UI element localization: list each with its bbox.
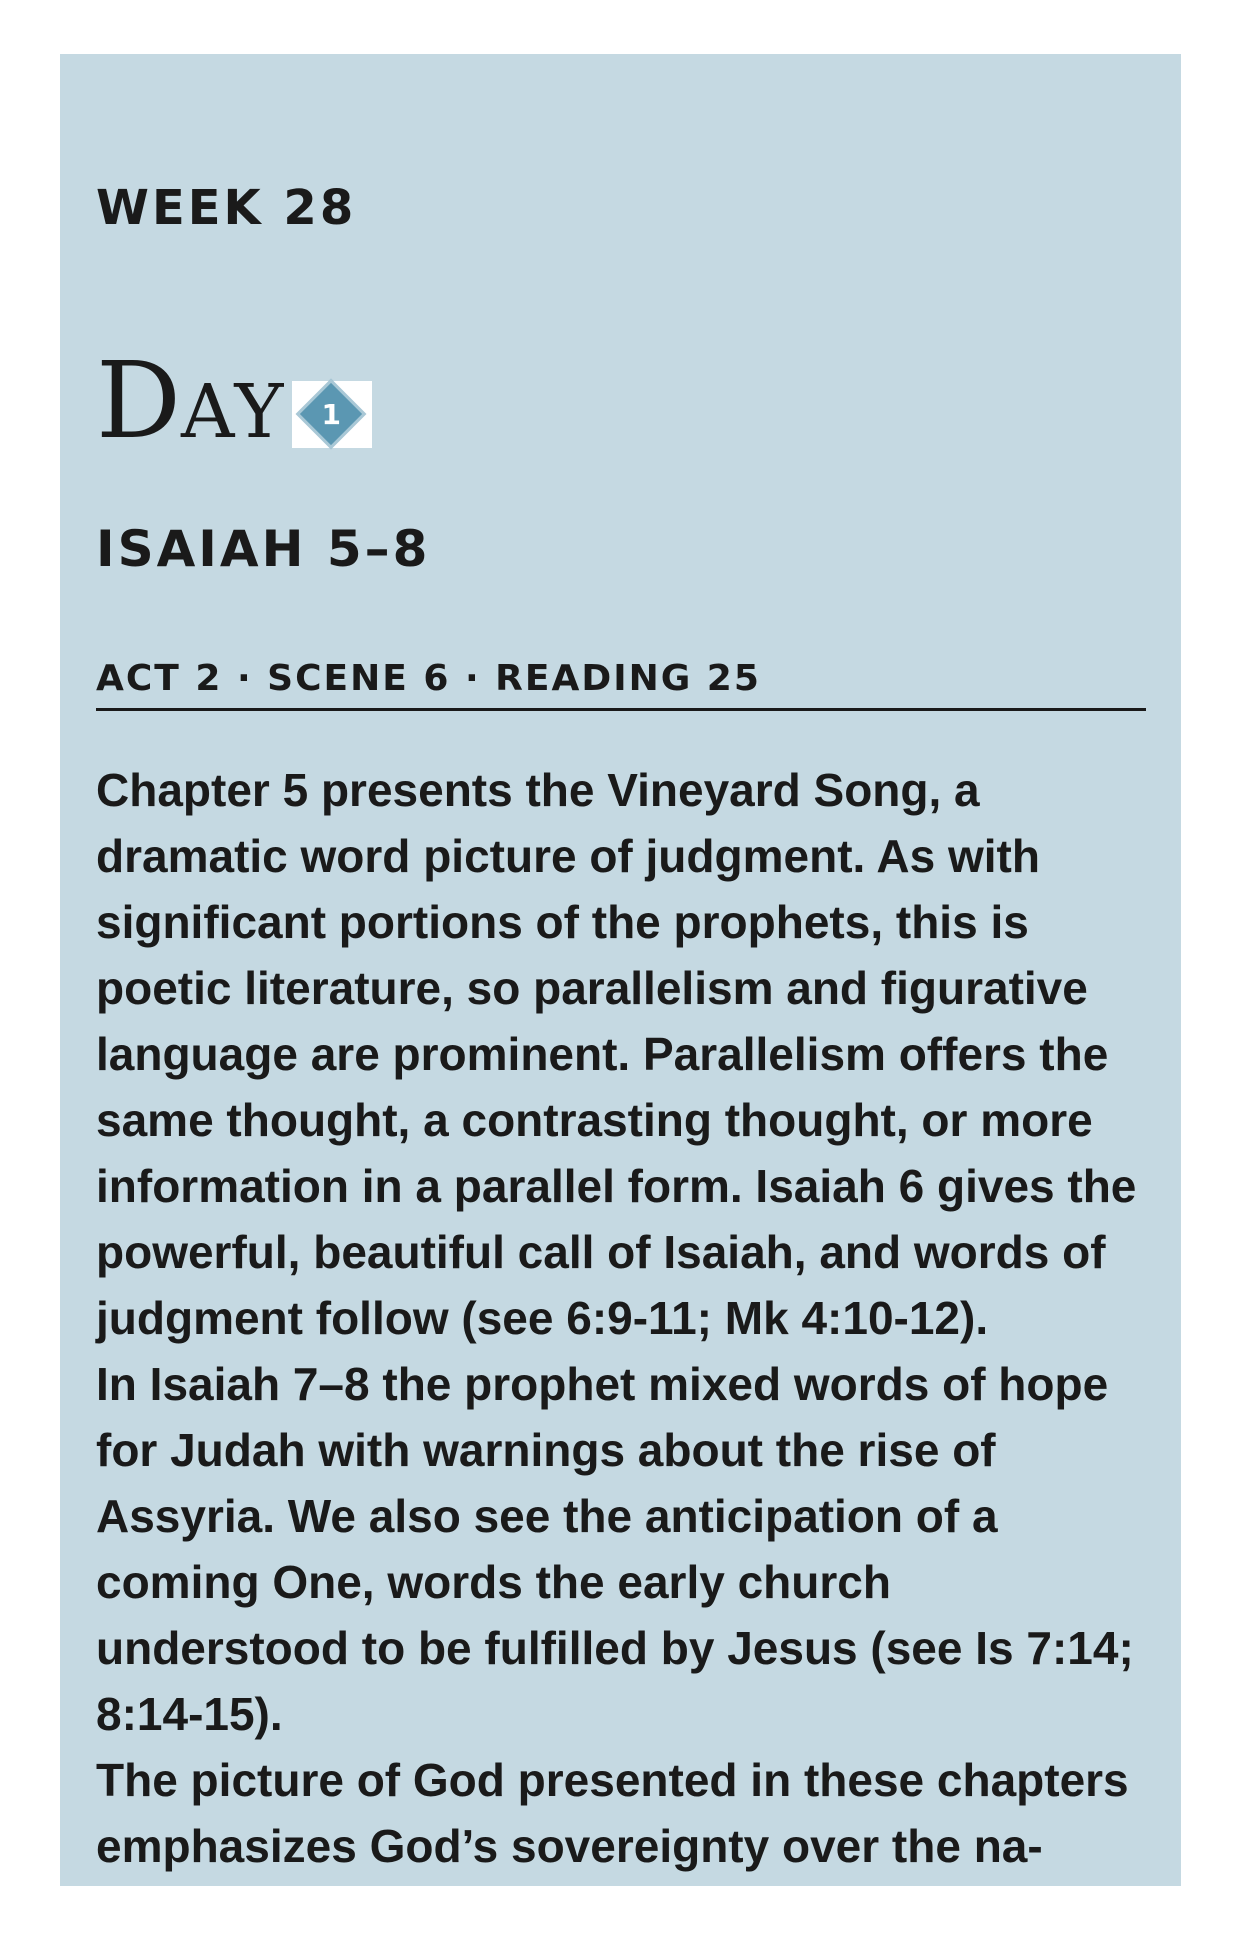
body-paragraph: In Isaiah 7–8 the prophet mixed words of hope for Judah with warnings about the rise of Assyria. We also see the anticipation of a coming One, words the early church understood to be fulfilled by Jesus (see Is 7:14; 8:14-15). — [96, 1358, 1134, 1740]
reading-body — [96, 757, 1146, 1879]
reading-subtitle: ACT 2 · SCENE 6 · READING 25 — [96, 658, 761, 699]
book-title: ISAIAH 5–8 — [96, 520, 431, 578]
divider — [96, 708, 1146, 711]
body-paragraph: Chapter 5 presents the Vineyard Song, a dramatic word picture of judgment. As with significant portions of the prophets, this is poetic literature, so parallelism and figurative language are prominent. Parallelism offers the same thought, a contrasting thought, or more information in a parallel form. Isaiah 6 gives the powerful, beautiful call of Isaiah, and words of judgment follow (see 6:9-11; Mk 4:10-12). — [96, 764, 1137, 1344]
day-number: 1 — [321, 398, 342, 431]
day-title — [96, 339, 287, 462]
day-title-initial: D — [96, 339, 181, 462]
body-paragraph: The picture of God presented in these chapters emphasizes God’s sovereignty over the na- — [96, 1754, 1129, 1872]
reading-panel — [60, 54, 1181, 1886]
week-label: WEEK 28 — [96, 180, 357, 236]
diamond-badge-icon — [292, 381, 372, 448]
day-heading — [96, 334, 372, 462]
day-title-rest: AY — [181, 369, 287, 455]
